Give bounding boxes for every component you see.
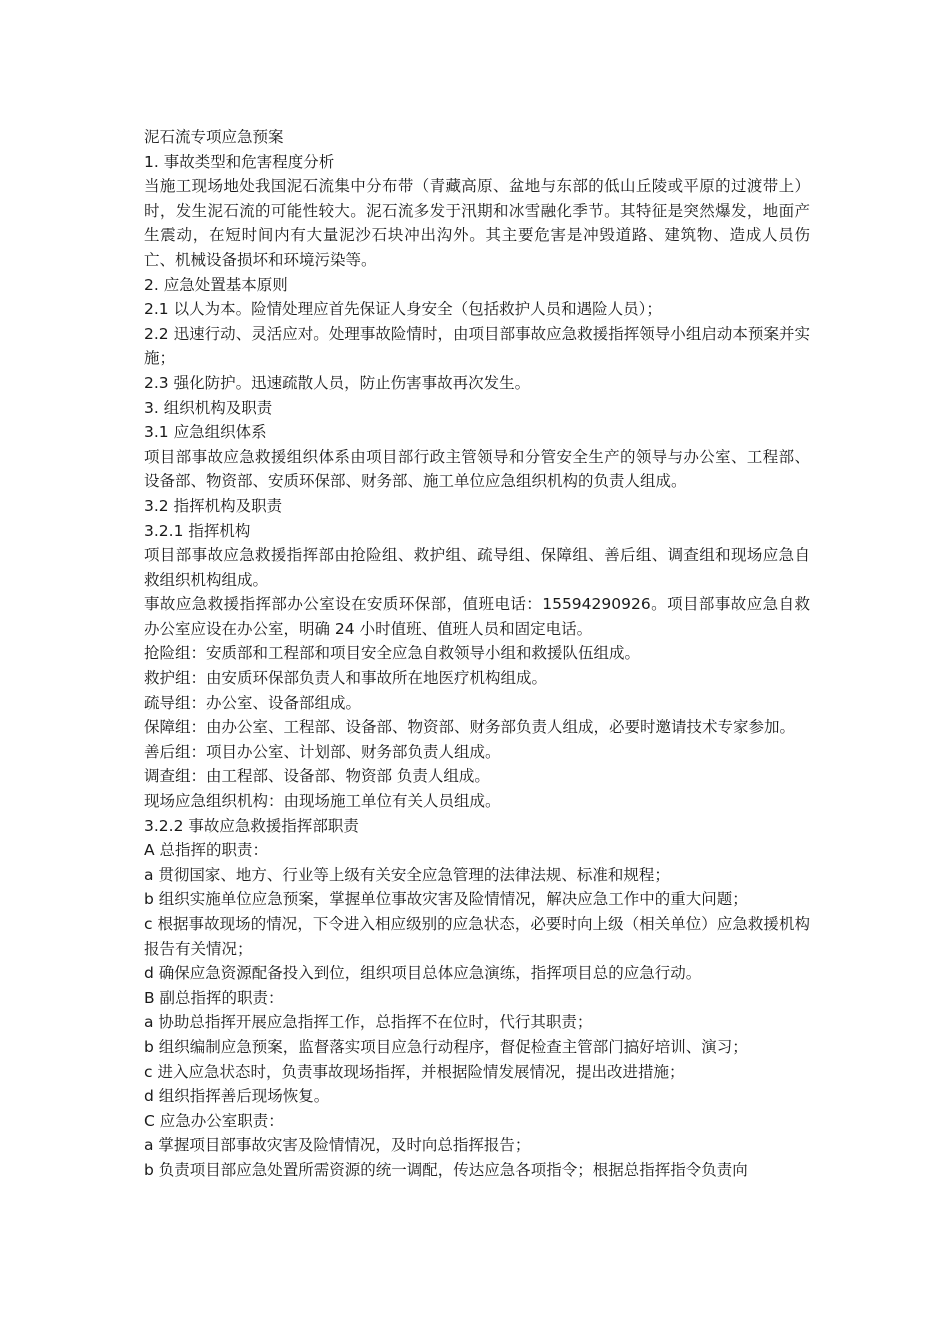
paragraph: 2.1 以人为本。险情处理应首先保证人身安全（包括救护人员和遇险人员）；: [144, 300, 662, 319]
paragraph: 调查组：由工程部、设备部、物资部 负责人组成。: [144, 767, 490, 786]
paragraph: 抢险组：安质部和工程部和项目安全应急自救领导小组和救援队伍组成。: [144, 644, 641, 663]
paragraph: 事故应急救援指挥部办公室设在安质环保部，值班电话：15594290926。项目部事故应急自救办公室应设在办公室，明确 24 小时值班、值班人员和固定电话。: [144, 595, 810, 638]
paragraph: 项目部事故应急救援组织体系由项目部行政主管领导和分管安全生产的领导与办公室、工程部、设备部、物资部、安质环保部、财务部、施工单位应急组织机构的负责人组成。: [144, 447, 810, 491]
list-item: d 确保应急资源配备投入到位，组织项目总体应急演练，指挥项目总的应急行动。: [144, 964, 702, 983]
document-body: [144, 125, 810, 1183]
role-heading: C 应急办公室职责：: [144, 1111, 284, 1130]
paragraph: 当施工现场地处我国泥石流集中分布带（青藏高原、盆地与东部的低山丘陵或平原的过渡带上）时，发生泥石流的可能性较大。泥石流多发于汛期和冰雪融化季节。其特征是突然爆发，地面产生震动，在短时间内有大量泥沙石块冲出沟外。其主要危害是冲毁道路、建筑物、造成人员伤亡、机械设备损坏和环境污染等。: [144, 177, 810, 269]
paragraph: 2.3 强化防护。迅速疏散人员，防止伤害事故再次发生。: [144, 373, 531, 392]
list-item: a 掌握项目部事故灾害及险情情况，及时向总指挥报告；: [144, 1136, 531, 1155]
section-heading: 1. 事故类型和危害程度分析: [144, 152, 335, 171]
subsection-heading: 3.2.2 事故应急救援指挥部职责: [144, 816, 359, 835]
paragraph: 现场应急组织机构：由现场施工单位有关人员组成。: [144, 792, 501, 811]
paragraph: 保障组：由办公室、工程部、设备部、物资部、财务部负责人组成，必要时邀请技术专家参加。: [144, 718, 796, 737]
list-item: b 负责项目部应急处置所需资源的统一调配，传达应急各项指令；根据总指挥指令负责向: [144, 1160, 748, 1179]
list-item: b 组织实施单位应急预案，掌握单位事故灾害及险情情况，解决应急工作中的重大问题；: [144, 890, 748, 909]
paragraph: 2.2 迅速行动、灵活应对。处理事故险情时，由项目部事故应急救援指挥领导小组启动本预案并实施；: [144, 324, 810, 368]
paragraph: 疏导组：办公室、设备部组成。: [144, 693, 362, 712]
list-item: a 贯彻国家、地方、行业等上级有关安全应急管理的法律法规、标准和规程；: [144, 865, 670, 884]
section-heading: 2. 应急处置基本原则: [144, 275, 288, 294]
list-item: c 根据事故现场的情况，下令进入相应级别的应急状态，必要时向上级（相关单位）应急救援机构报告有关情况；: [144, 915, 810, 958]
section-heading: 3. 组织机构及职责: [144, 398, 273, 417]
list-item: c 进入应急状态时，负责事故现场指挥，并根据险情发展情况，提出改进措施；: [144, 1062, 685, 1081]
list-item: a 协助总指挥开展应急指挥工作，总指挥不在位时，代行其职责；: [144, 1013, 593, 1032]
paragraph: 善后组：项目办公室、计划部、财务部负责人组成。: [144, 742, 501, 761]
role-heading: A 总指挥的职责：: [144, 841, 269, 860]
subsection-heading: 3.2.1 指挥机构: [144, 521, 251, 540]
subsection-heading: 3.2 指挥机构及职责: [144, 496, 283, 515]
document-title: 泥石流专项应急预案: [144, 128, 284, 146]
list-item: d 组织指挥善后现场恢复。: [144, 1087, 330, 1106]
paragraph: 项目部事故应急救援指挥部由抢险组、救护组、疏导组、保障组、善后组、调查组和现场应急自救组织机构组成。: [144, 546, 810, 589]
paragraph: 救护组：由安质环保部负责人和事故所在地医疗机构组成。: [144, 669, 548, 688]
role-heading: B 副总指挥的职责：: [144, 988, 284, 1007]
subsection-heading: 3.1 应急组织体系: [144, 423, 267, 442]
list-item: b 组织编制应急预案，监督落实项目应急行动程序，督促检查主管部门搞好培训、演习；: [144, 1037, 748, 1056]
